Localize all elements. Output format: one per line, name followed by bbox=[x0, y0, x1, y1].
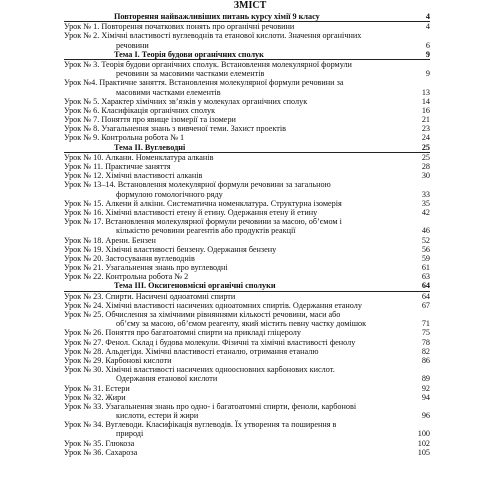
toc-entry-text: Урок № 18. Арени. Бензен bbox=[64, 235, 156, 245]
toc-entry-text: Тема ІІІ. Оксигеновмісні органічні сполуки bbox=[114, 281, 276, 291]
toc-page-number: 94 bbox=[421, 392, 430, 402]
toc-entry-text: кислоти, естери й жири bbox=[116, 411, 199, 421]
toc-entry-text: Урок № 12. Хімічні властивості алканів bbox=[64, 171, 203, 181]
toc-entry-text: Урок № 27. Фенол. Склад і будова молекули. Фізичні та хімічні властивості фенолу bbox=[64, 337, 356, 347]
toc-page-number: 100 bbox=[417, 429, 430, 439]
toc-entry bbox=[64, 22, 430, 31]
toc-page-number: 33 bbox=[421, 189, 430, 199]
toc-page-number: 25 bbox=[421, 142, 430, 152]
toc-entry-text: Урок № 32. Жири bbox=[64, 392, 126, 402]
toc-entry-text: Урок № 6. Класифікація органічних сполук bbox=[64, 105, 216, 115]
toc-page-number: 14 bbox=[421, 96, 430, 106]
toc-entry-text: кількістю речовини реагентів або продуктів реакції bbox=[116, 226, 296, 236]
toc-page-number: 42 bbox=[421, 207, 430, 217]
toc-entry bbox=[64, 41, 430, 50]
toc-entry-text: речовини за масовими частками елементів bbox=[116, 69, 265, 79]
toc-page-number: 82 bbox=[421, 346, 430, 356]
toc-entry-text: Урок № 33. Узагальнення знань про одно- і багатоатомні спирти, феноли, карбонові bbox=[64, 401, 357, 411]
toc-page-number: 67 bbox=[421, 300, 430, 310]
toc-page-number: 23 bbox=[421, 124, 430, 134]
toc-entry bbox=[64, 115, 430, 124]
toc-entry bbox=[64, 124, 430, 133]
toc-page-number: 9 bbox=[425, 69, 430, 79]
toc-entry-text: Урок № 23. Спирти. Насичені одноатомні спирти bbox=[64, 291, 236, 301]
toc-entry bbox=[64, 319, 430, 328]
toc-entry-text: Урок № 25. Обчислення за хімічними рівняннями кількості речовини, маси або bbox=[64, 310, 341, 319]
toc-page-number: 105 bbox=[417, 447, 430, 457]
toc-entry bbox=[64, 153, 430, 162]
toc-page-number: 52 bbox=[421, 235, 430, 245]
toc-entry-text: Урок № 26. Поняття про багатоатомні спирти на прикладі гліцеролу bbox=[64, 328, 301, 338]
toc-entry bbox=[64, 328, 430, 337]
toc-section-heading bbox=[64, 12, 430, 22]
toc-page-number: 9 bbox=[425, 49, 430, 59]
toc-entry bbox=[64, 292, 430, 301]
toc-entry-text: Повторення найважливіших питань курсу хімії 9 класу bbox=[114, 12, 320, 21]
toc-entry-text: Тема І. Теорія будови органічних сполук bbox=[114, 49, 264, 59]
toc-page-number: 102 bbox=[417, 438, 430, 448]
toc-page-number: 64 bbox=[421, 291, 430, 301]
toc-page-number: 6 bbox=[425, 40, 430, 50]
toc-entry-text: Урок № 29. Карбонові кислоти bbox=[64, 355, 172, 365]
toc-page-number: 56 bbox=[421, 244, 430, 254]
toc-entry bbox=[64, 310, 430, 319]
toc-entry bbox=[64, 31, 430, 40]
toc-page-number: 59 bbox=[421, 253, 430, 263]
toc-entry-text: Урок № 13–14. Встановлення молекулярної формули речовини за загальною bbox=[64, 180, 331, 190]
toc-entry-text: Урок № 10. Алкани. Номенклатура алканів bbox=[64, 152, 214, 162]
toc-entry-text: Урок № 22. Контрольна робота № 2 bbox=[64, 272, 189, 282]
toc-entry bbox=[64, 217, 430, 226]
toc-entry bbox=[64, 236, 430, 245]
toc-entry-text: Урок №4. Практичне заняття. Встановлення молекулярної формули речовини за bbox=[64, 78, 344, 88]
toc-entry-text: природі bbox=[116, 429, 144, 439]
toc-entry-text: Урок № 30. Хімічні властивості насичених одноосновних карбонових кислот. bbox=[64, 365, 335, 375]
toc-page-number: 21 bbox=[421, 115, 430, 125]
toc-page-number: 4 bbox=[425, 22, 430, 32]
toc-entry-text: Тема ІІ. Вуглеводні bbox=[114, 142, 186, 152]
toc-page-number: 61 bbox=[421, 263, 430, 273]
toc-page-number: 75 bbox=[421, 328, 430, 338]
toc-entry bbox=[64, 393, 430, 402]
toc-entry-text: Урок № 15. Алкени й алкіни. Систематична номенклатура. Структурна ізомерія bbox=[64, 198, 342, 208]
toc-entry bbox=[64, 254, 430, 263]
toc-entry bbox=[64, 402, 430, 411]
toc-page-number: 96 bbox=[421, 411, 430, 421]
toc-entry bbox=[64, 429, 430, 438]
toc-entry bbox=[64, 263, 430, 272]
toc-page-number: 86 bbox=[421, 355, 430, 365]
toc-entry-text: об’єму за масою, об’ємом реагенту, який містить певну частку домішок bbox=[116, 319, 367, 329]
toc-entry bbox=[64, 338, 430, 347]
toc-entry-text: Урок № 11. Практичне заняття bbox=[64, 162, 171, 171]
toc-page-number: 63 bbox=[421, 272, 430, 282]
toc-entry bbox=[64, 301, 430, 310]
toc-entry-text: Урок № 31. Естери bbox=[64, 383, 130, 393]
toc-entry-text: Урок № 1. Повторення початкових понять про органічні речовини bbox=[64, 22, 295, 32]
toc-page-number: 30 bbox=[421, 171, 430, 181]
toc-entry bbox=[64, 133, 430, 142]
toc-entry bbox=[64, 384, 430, 393]
toc-page-number: 25 bbox=[421, 152, 430, 162]
toc-entry bbox=[64, 226, 430, 235]
toc-entry-text: Урок № 5. Характер хімічних зв’язків у молекулах органічних сполук bbox=[64, 96, 308, 106]
toc-entry bbox=[64, 97, 430, 106]
toc-entry-text: речовини bbox=[116, 40, 149, 50]
toc-entry-text: Урок № 16. Хімічні властивості етену й етину. Одержання етену й етину bbox=[64, 207, 318, 217]
toc-page-number: 35 bbox=[421, 198, 430, 208]
toc-entry-text: Одержання етанової кислоти bbox=[116, 374, 218, 384]
toc-entry bbox=[64, 180, 430, 189]
table-of-contents bbox=[64, 12, 430, 496]
toc-entry bbox=[64, 171, 430, 180]
toc-entry-text: Урок № 24. Хімічні властивості насичених одноатомних спиртів. Одержання етанолу bbox=[64, 300, 362, 310]
toc-entry bbox=[64, 69, 430, 78]
toc-page-number: 24 bbox=[421, 133, 430, 143]
toc-page-number: 89 bbox=[421, 374, 430, 384]
toc-entry-text: Урок № 34. Вуглеводи. Класифікація вуглеводів. Їх утворення та поширення в bbox=[64, 420, 337, 430]
toc-entry bbox=[64, 356, 430, 365]
toc-entry-text: Урок № 20. Застосування вуглеводнів bbox=[64, 253, 195, 263]
toc-entry bbox=[64, 106, 430, 115]
toc-entry bbox=[64, 448, 430, 457]
toc-entry-text: Урок № 19. Хімічні властивості бензену. Одержання бензену bbox=[64, 244, 277, 254]
toc-page-number: 28 bbox=[421, 162, 430, 171]
toc-entry bbox=[64, 245, 430, 254]
toc-entry-text: Урок № 9. Контрольна робота № 1 bbox=[64, 133, 185, 143]
toc-entry bbox=[64, 162, 430, 171]
toc-page-number: 4 bbox=[425, 12, 430, 21]
toc-entry-text: Урок № 7. Поняття про явище ізомерії та ізомери bbox=[64, 115, 236, 125]
toc-page-number: 71 bbox=[421, 319, 430, 329]
toc-entry-text: Урок № 3. Теорія будови органічних сполук. Встановлення молекулярної формули bbox=[64, 59, 352, 69]
toc-entry bbox=[64, 365, 430, 374]
toc-page-number: 64 bbox=[421, 281, 430, 291]
toc-page-number: 92 bbox=[421, 383, 430, 393]
toc-entry bbox=[64, 208, 430, 217]
toc-entry bbox=[64, 272, 430, 281]
toc-page-number: 13 bbox=[421, 87, 430, 97]
toc-section-heading bbox=[64, 281, 430, 291]
toc-entry bbox=[64, 439, 430, 448]
toc-entry-text: формулою гомологічного ряду bbox=[116, 189, 223, 199]
toc-entry-text: Урок № 21. Узагальнення знань про вуглеводні bbox=[64, 263, 228, 273]
toc-entry bbox=[64, 411, 430, 420]
toc-section-heading bbox=[64, 143, 430, 153]
toc-entry bbox=[64, 78, 430, 87]
toc-page-number: 16 bbox=[421, 105, 430, 115]
toc-entry-text: Урок № 17. Встановлення молекулярної формули речовини за масою, об’ємом і bbox=[64, 217, 342, 227]
toc-section-heading bbox=[64, 50, 430, 60]
toc-entry bbox=[64, 199, 430, 208]
toc-entry bbox=[64, 420, 430, 429]
toc-entry-text: Урок № 8. Узагальнення знань з вивченої теми. Захист проектів bbox=[64, 124, 287, 134]
toc-entry-text: Урок № 28. Альдегіди. Хімічні властивості етаналю, отримання етаналю bbox=[64, 346, 319, 356]
toc-entry-text: Урок № 2. Хімічні властивості вуглеводнів та етанової кислоти. Значення органічних bbox=[64, 31, 362, 41]
toc-entry bbox=[64, 88, 430, 97]
toc-entry-text: Урок № 35. Глюкоза bbox=[64, 438, 135, 448]
toc-page-number: 78 bbox=[421, 337, 430, 347]
page-title: ЗМІСТ bbox=[233, 0, 267, 11]
toc-entry-text: масовими частками елементів bbox=[116, 87, 221, 97]
toc-entry-text: Урок № 36. Сахароза bbox=[64, 447, 138, 457]
toc-entry bbox=[64, 60, 430, 69]
toc-page-number: 46 bbox=[421, 226, 430, 236]
toc-entry bbox=[64, 190, 430, 199]
toc-entry bbox=[64, 347, 430, 356]
toc-entry bbox=[64, 374, 430, 383]
